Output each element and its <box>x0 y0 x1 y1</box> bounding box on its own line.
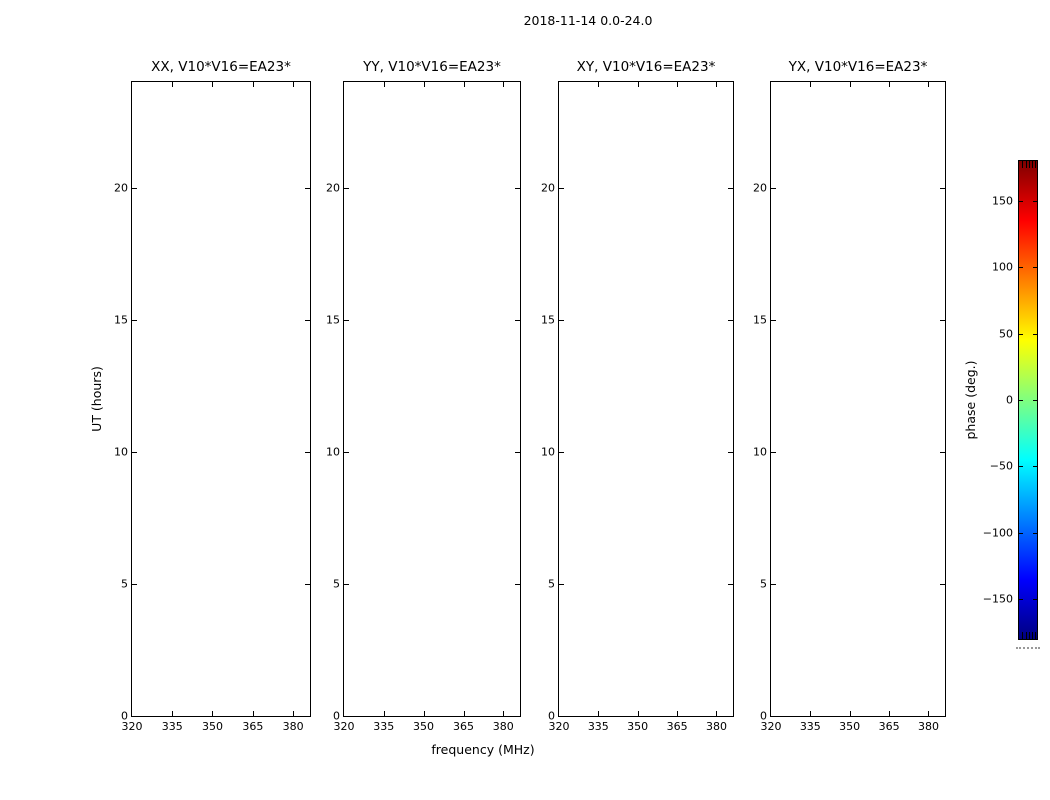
tick-mark <box>889 711 890 716</box>
x-tick-label: 350 <box>627 720 649 733</box>
colorbar-gradient <box>982 160 1038 640</box>
tick-mark <box>344 584 349 585</box>
subplot-panel-xy <box>541 59 734 733</box>
tick-mark <box>1019 201 1023 202</box>
tick-mark <box>1033 466 1037 467</box>
x-tick-label: 365 <box>242 720 264 733</box>
tick-mark <box>1019 466 1023 467</box>
tick-mark <box>598 711 599 716</box>
colorbar-hatch-mark <box>1022 161 1023 168</box>
tick-mark <box>1033 400 1037 401</box>
tick-mark <box>305 452 310 453</box>
colorbar-tick-label: −50 <box>989 459 1013 473</box>
colorbar-hatch-mark <box>1035 632 1036 639</box>
tick-mark <box>305 320 310 321</box>
tick-mark <box>293 82 294 87</box>
colorbar-hatch-mark <box>1022 632 1023 639</box>
x-tick-label: 365 <box>666 720 688 733</box>
tick-mark <box>464 711 465 716</box>
y-tick-label: 0 <box>548 709 555 723</box>
y-tick-label: 15 <box>326 313 340 327</box>
tick-mark <box>810 82 811 87</box>
tick-mark <box>1019 599 1023 600</box>
colorbar-hatch-mark <box>1032 161 1033 168</box>
y-axis-label: UT (hours) <box>89 366 104 432</box>
y-tick-label: 15 <box>114 313 128 327</box>
tick-mark <box>1019 400 1023 401</box>
y-tick-label: 0 <box>333 709 340 723</box>
tick-mark <box>293 711 294 716</box>
x-tick-label: 350 <box>201 720 223 733</box>
colorbar-hatch-mark <box>1029 161 1030 168</box>
tick-mark <box>384 82 385 87</box>
colorbar-hatch-mark <box>1026 161 1027 168</box>
y-tick-label: 5 <box>121 577 128 591</box>
y-tick-label: 10 <box>114 445 128 459</box>
colorbar-hatch-mark <box>1035 161 1036 168</box>
tick-mark <box>1019 334 1023 335</box>
tick-mark <box>1033 201 1037 202</box>
y-tick-label: 10 <box>541 445 555 459</box>
tick-mark <box>212 711 213 716</box>
tick-mark <box>253 82 254 87</box>
subplot-panel-yy <box>326 59 521 733</box>
y-tick-label: 0 <box>121 709 128 723</box>
subplot-panel-yx <box>753 59 946 733</box>
tick-mark <box>1019 267 1023 268</box>
tick-mark <box>1033 267 1037 268</box>
tick-mark <box>771 584 776 585</box>
tick-mark <box>559 188 564 189</box>
tick-mark <box>384 711 385 716</box>
tick-mark <box>515 452 520 453</box>
subplot-title: YX, V10*V16=EA23* <box>788 59 928 76</box>
tick-mark <box>810 711 811 716</box>
colorbar-tick-label: 150 <box>992 194 1013 208</box>
x-tick-label: 350 <box>839 720 861 733</box>
tick-mark <box>172 711 173 716</box>
y-tick-label: 0 <box>760 709 767 723</box>
tick-mark <box>928 711 929 716</box>
x-axis-label: frequency (MHz) <box>431 742 535 757</box>
tick-mark <box>344 452 349 453</box>
subplot-title: XX, V10*V16=EA23* <box>151 59 291 76</box>
tick-mark <box>771 452 776 453</box>
tick-mark <box>503 711 504 716</box>
subplot-panel-xx <box>114 59 311 733</box>
y-tick-label: 15 <box>541 313 555 327</box>
tick-mark <box>1019 533 1023 534</box>
figure-title: 2018-11-14 0.0-24.0 <box>523 13 653 28</box>
tick-mark <box>172 82 173 87</box>
colorbar-hatch-mark <box>1032 632 1033 639</box>
subplot-title: YY, V10*V16=EA23* <box>363 59 501 76</box>
tick-mark <box>716 711 717 716</box>
tick-mark <box>728 188 733 189</box>
tick-mark <box>1033 533 1037 534</box>
tick-mark <box>559 452 564 453</box>
x-tick-label: 335 <box>373 720 395 733</box>
tick-mark <box>850 711 851 716</box>
y-tick-label: 10 <box>326 445 340 459</box>
tick-mark <box>940 452 945 453</box>
tick-mark <box>716 82 717 87</box>
colorbar-hatch-mark <box>1026 632 1027 639</box>
tick-mark <box>305 188 310 189</box>
tick-mark <box>132 584 137 585</box>
tick-mark <box>132 452 137 453</box>
y-tick-label: 20 <box>114 181 128 195</box>
colorbar-tick-label: −150 <box>982 592 1013 606</box>
x-tick-label: 380 <box>917 720 939 733</box>
tick-mark <box>515 188 520 189</box>
tick-mark <box>771 188 776 189</box>
tick-mark <box>638 82 639 87</box>
tick-mark <box>728 320 733 321</box>
y-tick-label: 5 <box>333 577 340 591</box>
tick-mark <box>464 82 465 87</box>
x-tick-label: 380 <box>492 720 514 733</box>
y-tick-label: 10 <box>753 445 767 459</box>
y-tick-label: 20 <box>326 181 340 195</box>
tick-mark <box>940 188 945 189</box>
tick-mark <box>928 82 929 87</box>
tick-mark <box>305 584 310 585</box>
tick-mark <box>503 82 504 87</box>
y-tick-label: 20 <box>753 181 767 195</box>
subplot-title: XY, V10*V16=EA23* <box>576 59 716 76</box>
tick-mark <box>344 320 349 321</box>
tick-mark <box>515 320 520 321</box>
tick-mark <box>940 320 945 321</box>
colorbar-tick-label: 50 <box>999 327 1013 341</box>
tick-mark <box>559 584 564 585</box>
colorbar-hatch-mark <box>1029 632 1030 639</box>
tick-mark <box>515 584 520 585</box>
x-tick-label: 320 <box>333 720 355 733</box>
tick-mark <box>1033 599 1037 600</box>
x-tick-label: 320 <box>548 720 570 733</box>
tick-mark <box>1033 334 1037 335</box>
colorbar-minor-dots <box>1016 641 1040 649</box>
tick-mark <box>132 188 137 189</box>
colorbar-tick-label: 0 <box>1006 393 1013 407</box>
tick-mark <box>424 711 425 716</box>
colorbar-tick-label: −100 <box>982 526 1013 540</box>
tick-mark <box>598 82 599 87</box>
tick-mark <box>677 711 678 716</box>
tick-mark <box>728 584 733 585</box>
tick-mark <box>850 82 851 87</box>
x-tick-label: 380 <box>282 720 304 733</box>
tick-mark <box>677 82 678 87</box>
tick-mark <box>132 320 137 321</box>
tick-mark <box>253 711 254 716</box>
tick-mark <box>638 711 639 716</box>
x-tick-label: 320 <box>121 720 143 733</box>
tick-mark <box>889 82 890 87</box>
colorbar-label: phase (deg.) <box>963 360 978 440</box>
x-tick-label: 335 <box>161 720 183 733</box>
tick-mark <box>771 320 776 321</box>
x-tick-label: 335 <box>799 720 821 733</box>
tick-mark <box>559 320 564 321</box>
tick-mark <box>212 82 213 87</box>
tick-mark <box>728 452 733 453</box>
tick-mark <box>344 188 349 189</box>
tick-mark <box>424 82 425 87</box>
x-tick-label: 365 <box>878 720 900 733</box>
x-tick-label: 350 <box>413 720 435 733</box>
x-tick-label: 365 <box>453 720 474 733</box>
y-tick-label: 20 <box>541 181 555 195</box>
x-tick-label: 320 <box>760 720 782 733</box>
y-tick-label: 15 <box>753 313 767 327</box>
x-tick-label: 335 <box>587 720 609 733</box>
colorbar-tick-label: 100 <box>992 260 1013 274</box>
y-tick-label: 5 <box>760 577 767 591</box>
y-tick-label: 5 <box>548 577 555 591</box>
x-tick-label: 380 <box>705 720 727 733</box>
tick-mark <box>940 584 945 585</box>
